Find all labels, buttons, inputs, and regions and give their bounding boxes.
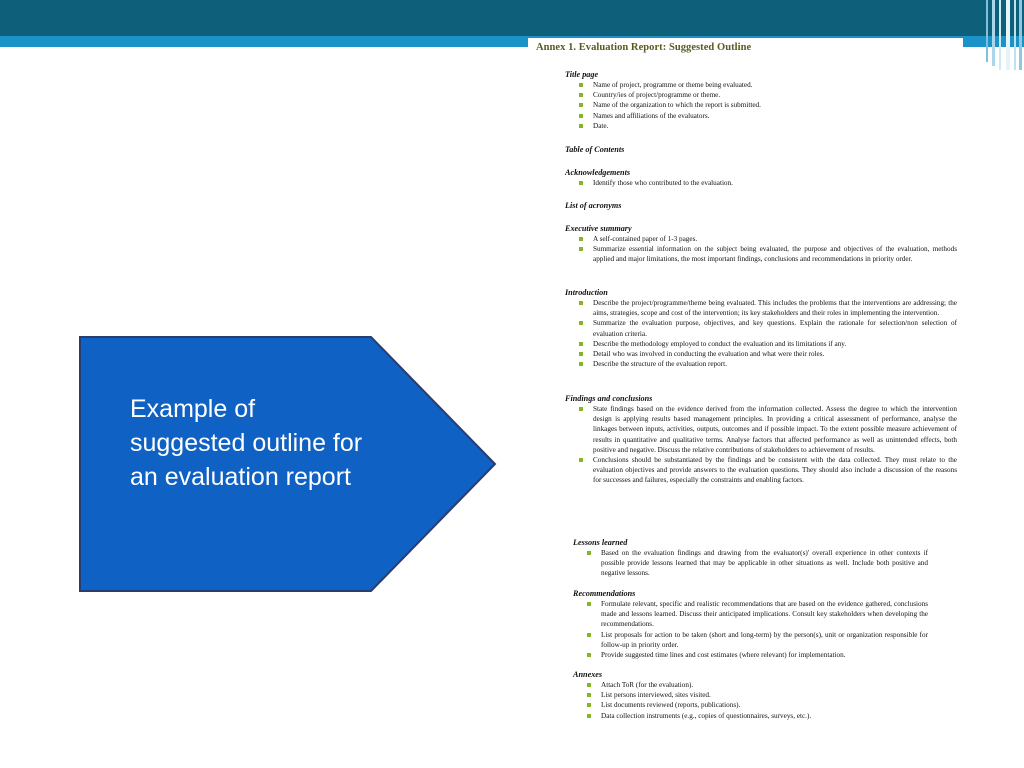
list-item: Name of the organization to which the report is submitted. <box>593 100 957 110</box>
document-title: Annex 1. Evaluation Report: Suggested Outline <box>536 42 752 53</box>
list-item: A self-contained paper of 1-3 pages. <box>593 234 957 244</box>
section-title-page <box>565 69 957 131</box>
section-heading: Annexes <box>573 670 603 679</box>
list-item: Summarize the evaluation purpose, objectives, and key questions. Explain the rationale for selection/non selection of evaluation criteria. <box>593 319 957 338</box>
list-item: Attach ToR (for the evaluation). <box>601 680 928 690</box>
document-page <box>528 38 963 753</box>
section-list-of-acronyms <box>565 200 957 211</box>
section-annexes <box>573 669 928 721</box>
section-heading: List of acronyms <box>565 201 622 210</box>
list-item: List proposals for action to be taken (short and long-term) by the person(s), unit or organization responsible for follow-up in priority order. <box>601 630 928 649</box>
list-item: Describe the structure of the evaluation report. <box>593 359 957 369</box>
list-item: List documents reviewed (reports, publications). <box>601 700 928 710</box>
list-item: Date. <box>593 121 957 131</box>
section-table-of-contents <box>565 144 957 155</box>
section-heading: Acknowledgements <box>565 168 631 177</box>
decorative-vertical-lines <box>984 0 1024 70</box>
section-heading: Executive summary <box>565 224 632 233</box>
section-introduction <box>565 287 957 369</box>
list-item: List persons interviewed, sites visited. <box>601 690 928 700</box>
section-recommendations <box>573 588 928 660</box>
section-heading: Recommendations <box>573 589 636 598</box>
header-bar <box>0 0 1024 36</box>
list-item: Conclusions should be substantiated by the findings and be consistent with the data collected. They must relate to the evaluation objectives and provide answers to the evaluation questions. They should also include a discussion of the reasons for successes and failures, especially the constraints and enabling factors. <box>593 456 957 485</box>
list-item: Name of project, programme or theme being evaluated. <box>593 80 957 90</box>
section-heading: Table of Contents <box>565 145 625 154</box>
list-item: Describe the project/programme/theme being evaluated. This includes the problems that the interventions are addressing; the aims, strategies, scope and cost of the intervention; its key stakeholders and their roles in implementing the intervention. <box>593 299 957 318</box>
list-item: Country/ies of project/programme or theme. <box>593 90 957 100</box>
list-item: Identify those who contributed to the evaluation. <box>593 178 957 188</box>
section-heading: Title page <box>565 70 599 79</box>
section-heading: Introduction <box>565 288 608 297</box>
list-item: Data collection instruments (e.g., copies of questionnaires, surveys, etc.). <box>601 711 928 721</box>
list-item: Based on the evaluation findings and drawing from the evaluator(s)' overall experience in other contexts if possible provide lessons learned that may be applicable in other situations as well. Include both positive and negative lessons. <box>601 549 928 578</box>
section-findings-and-conclusions <box>565 393 957 486</box>
slide-caption: Example of suggested outline for an evaluation report <box>130 395 363 491</box>
list-item: Summarize essential information on the subject being evaluated, the purpose and objectives of the evaluation, methods applied and major limitations, the most important findings, conclusions and recommendations in priority order. <box>593 245 957 264</box>
section-heading: Findings and conclusions <box>565 394 653 403</box>
list-item: Detail who was involved in conducting the evaluation and what were their roles. <box>593 349 957 359</box>
section-executive-summary <box>565 223 957 265</box>
list-item: Names and affiliations of the evaluators. <box>593 111 957 121</box>
section-heading: Lessons learned <box>573 538 628 547</box>
section-acknowledgements <box>565 167 957 188</box>
list-item: Provide suggested time lines and cost estimates (where relevant) for implementation. <box>601 650 928 660</box>
list-item: Describe the methodology employed to conduct the evaluation and its limitations if any. <box>593 339 957 349</box>
section-lessons-learned <box>573 537 928 579</box>
list-item: State findings based on the evidence derived from the information collected. Assess the degree to which the intervention design is applying results based management principles. In providing a critical assessment of performance, analyse the linkages between inputs, activities, outputs, outcomes and if possible impact. To the extent possible measure achievement of results in quantitative and qualitative terms. Analyse factors that affected performance as well as unintended effects, both positive and negative. Discuss the relative contributions of stakeholders to achievement of results. <box>593 405 957 454</box>
list-item: Formulate relevant, specific and realistic recommendations that are based on the evidence gathered, conclusions made and lessons learned. Discuss their anticipated implications. Consult key stakeholders when developing the recommendations. <box>601 600 928 629</box>
